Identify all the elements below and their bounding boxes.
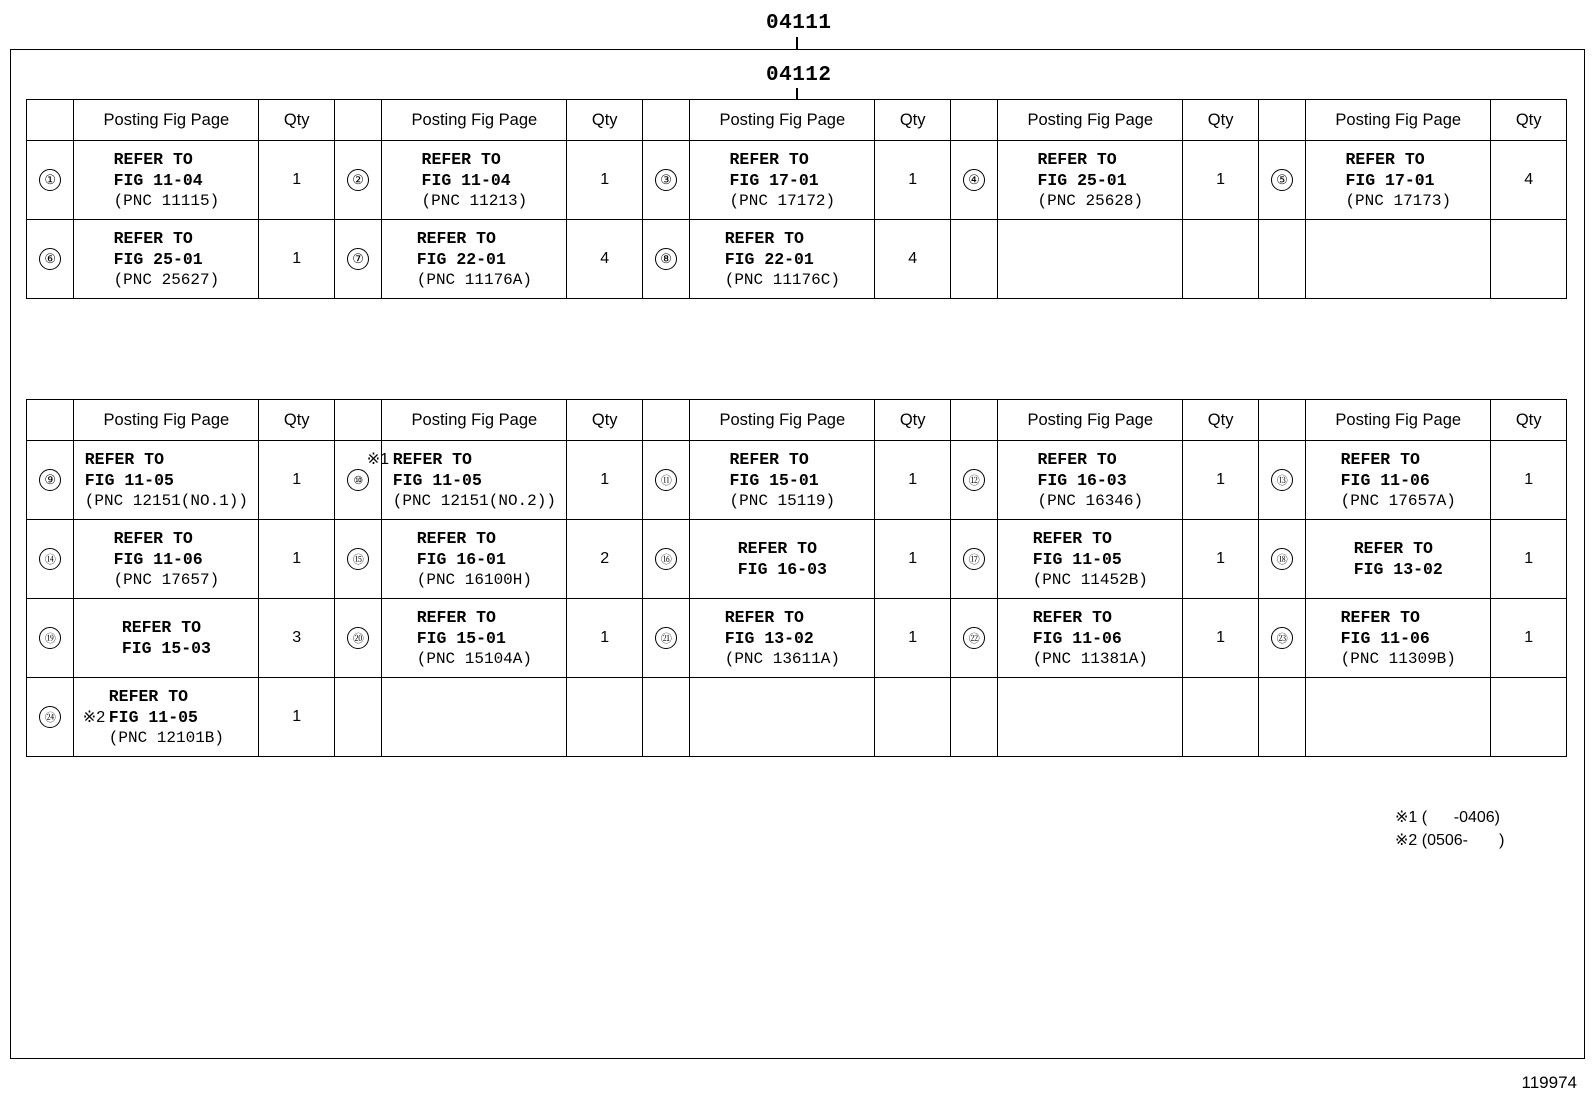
- header-blank: [950, 400, 997, 441]
- ref-number-cell: [642, 678, 689, 757]
- ref-number: ⑧: [655, 248, 677, 270]
- qty-cell: [1183, 678, 1258, 757]
- pnc-number: (PNC 11452B): [1032, 570, 1148, 589]
- fig-reference: [1037, 149, 1143, 212]
- ref-number: ⑥: [39, 248, 61, 270]
- refer-to-text: REFER TO: [729, 449, 809, 469]
- pnc-number: (PNC 15119): [729, 491, 836, 510]
- pnc-number: (PNC 17173): [1345, 191, 1452, 210]
- refer-to-text: REFER TO: [84, 449, 164, 469]
- table-row: [27, 220, 1567, 299]
- refer-to-text: REFER TO: [108, 686, 188, 706]
- fig-reference: [730, 449, 836, 512]
- ref-number: ①: [39, 169, 61, 191]
- ref-number: ⑩: [347, 469, 369, 491]
- pnc-number: (PNC 12151(NO.2)): [392, 491, 556, 510]
- fig-reference: [1033, 528, 1148, 591]
- inner-code-leader: [796, 88, 798, 99]
- refer-to-text: REFER TO: [1032, 607, 1112, 627]
- fig-reference: [730, 149, 836, 212]
- fig-number: FIG 17-01: [1345, 170, 1435, 190]
- top-code: 04111: [766, 12, 832, 35]
- qty-cell: 1: [875, 520, 950, 599]
- ref-number: ㉔: [39, 706, 61, 728]
- fig-number: FIG 11-04: [421, 170, 511, 190]
- table-row: [27, 441, 1567, 520]
- qty-cell: 2: [567, 520, 642, 599]
- fig-number: FIG 11-06: [113, 549, 203, 569]
- pnc-number: (PNC 25627): [113, 270, 220, 289]
- ref-number: ④: [963, 169, 985, 191]
- fig-number: FIG 11-05: [84, 470, 174, 490]
- ref-number: ②: [347, 169, 369, 191]
- posting-fig-cell: [1306, 520, 1491, 599]
- posting-fig-cell: [690, 441, 875, 520]
- header-posting: Posting Fig Page: [1306, 400, 1491, 441]
- fig-reference: [417, 228, 532, 291]
- ref-number: ③: [655, 169, 677, 191]
- fig-number: FIG 25-01: [1037, 170, 1127, 190]
- header-posting: Posting Fig Page: [382, 100, 567, 141]
- qty-cell: [567, 678, 642, 757]
- qty-cell: 1: [259, 220, 334, 299]
- pnc-number: (PNC 16346): [1037, 491, 1144, 510]
- pnc-number: (PNC 11381A): [1032, 649, 1148, 668]
- header-posting: Posting Fig Page: [74, 400, 259, 441]
- fig-number: FIG 11-05: [108, 707, 198, 727]
- refer-to-text: REFER TO: [737, 539, 817, 558]
- header-qty: Qty: [259, 400, 334, 441]
- table-row: [27, 141, 1567, 220]
- qty-cell: 1: [1183, 441, 1258, 520]
- header-posting: Posting Fig Page: [1306, 100, 1491, 141]
- header-qty: Qty: [875, 400, 950, 441]
- refer-to-text: REFER TO: [121, 618, 202, 637]
- fig-number: FIG 15-01: [416, 628, 506, 648]
- fig-number: FIG 25-01: [113, 249, 203, 269]
- ref-number-cell: [27, 441, 74, 520]
- header-qty: Qty: [1491, 400, 1567, 441]
- ref-number-cell: [27, 141, 74, 220]
- fig-number: FIG 13-02: [1353, 560, 1443, 579]
- ref-number-cell: [334, 520, 381, 599]
- pnc-number: (PNC 11176A): [416, 270, 532, 289]
- refer-to-text: REFER TO: [1345, 149, 1425, 169]
- ref-number-cell: [950, 141, 997, 220]
- pnc-number: (PNC 13611A): [724, 649, 840, 668]
- qty-cell: 1: [259, 678, 334, 757]
- ref-number: ⑬: [1271, 469, 1293, 491]
- qty-cell: 1: [567, 441, 642, 520]
- header-blank: [27, 100, 74, 141]
- refer-to-text: REFER TO: [416, 528, 496, 548]
- fig-reference: [417, 528, 532, 591]
- pnc-number: (PNC 17172): [729, 191, 836, 210]
- header-qty: Qty: [567, 400, 642, 441]
- posting-fig-cell: [1306, 678, 1491, 757]
- ref-number: ⑭: [39, 548, 61, 570]
- pnc-number: (PNC 11309B): [1340, 649, 1456, 668]
- qty-cell: 1: [567, 141, 642, 220]
- refer-to-text: REFER TO: [1353, 539, 1433, 558]
- ref-number-cell: [642, 520, 689, 599]
- fig-number: FIG 16-01: [416, 549, 506, 569]
- ref-number-cell: [1258, 220, 1305, 299]
- posting-fig-cell: [74, 220, 259, 299]
- fig-number: FIG 17-01: [729, 170, 819, 190]
- fig-number: FIG 22-01: [416, 249, 506, 269]
- header-blank: [950, 100, 997, 141]
- posting-fig-cell: [1306, 141, 1491, 220]
- qty-cell: 1: [567, 599, 642, 678]
- posting-fig-cell: [998, 678, 1183, 757]
- ref-number-cell: [334, 141, 381, 220]
- ref-number-cell: [950, 678, 997, 757]
- qty-cell: 1: [1491, 520, 1567, 599]
- header-posting: Posting Fig Page: [998, 100, 1183, 141]
- ref-number: ⑦: [347, 248, 369, 270]
- fig-number: FIG 11-06: [1032, 628, 1122, 648]
- ref-number: ㉑: [655, 627, 677, 649]
- fig-reference: [122, 617, 211, 659]
- fig-reference: [82, 686, 224, 749]
- fig-number: FIG 11-05: [1032, 549, 1122, 569]
- header-blank: [1258, 100, 1305, 141]
- fig-reference: [417, 607, 532, 670]
- posting-fig-cell: [690, 599, 875, 678]
- posting-fig-cell: [690, 220, 875, 299]
- ref-number: ⑲: [39, 627, 61, 649]
- posting-fig-cell: [74, 441, 259, 520]
- refer-to-text: REFER TO: [113, 528, 193, 548]
- fig-reference: [1341, 607, 1456, 670]
- qty-cell: 1: [1183, 141, 1258, 220]
- pnc-number: (PNC 11115): [113, 191, 220, 210]
- ref-number: ⑮: [347, 548, 369, 570]
- ref-number-cell: [27, 678, 74, 757]
- ref-number-cell: [950, 520, 997, 599]
- ref-number: ⑳: [347, 627, 369, 649]
- qty-cell: 1: [1183, 520, 1258, 599]
- ref-number: ⑨: [39, 469, 61, 491]
- header-blank: [27, 400, 74, 441]
- qty-cell: [1491, 220, 1567, 299]
- posting-fig-cell: [366, 441, 567, 520]
- refer-to-text: REFER TO: [1037, 149, 1117, 169]
- table-row: [27, 599, 1567, 678]
- refer-to-text: REFER TO: [1032, 528, 1112, 548]
- qty-cell: [1183, 220, 1258, 299]
- pnc-number: (PNC 12151(NO.1)): [84, 491, 248, 510]
- qty-cell: 1: [875, 599, 950, 678]
- footnote-mark: ※1: [366, 450, 390, 468]
- posting-fig-cell: [382, 141, 567, 220]
- fig-reference: [738, 538, 827, 580]
- header-qty: Qty: [1183, 100, 1258, 141]
- footnote-1: ※1 ( -0406): [1395, 809, 1500, 826]
- posting-fig-cell: [690, 141, 875, 220]
- posting-fig-cell: [998, 599, 1183, 678]
- qty-cell: 1: [875, 141, 950, 220]
- posting-fig-cell: [998, 441, 1183, 520]
- qty-cell: 1: [1183, 599, 1258, 678]
- refer-to-text: REFER TO: [1340, 449, 1420, 469]
- posting-fig-cell: [1306, 220, 1491, 299]
- refer-to-text: REFER TO: [113, 149, 193, 169]
- qty-cell: 1: [259, 520, 334, 599]
- posting-fig-cell: [382, 599, 567, 678]
- ref-number-cell: [1258, 520, 1305, 599]
- ref-number: ⑱: [1271, 548, 1293, 570]
- header-blank: [642, 400, 689, 441]
- fig-number: FIG 22-01: [724, 249, 814, 269]
- fig-reference: [114, 149, 220, 212]
- fig-reference: [725, 228, 840, 291]
- posting-fig-cell: [74, 520, 259, 599]
- fig-reference: [422, 149, 528, 212]
- pnc-number: (PNC 11176C): [724, 270, 840, 289]
- ref-number-cell: [642, 141, 689, 220]
- ref-number-cell: [1258, 441, 1305, 520]
- fig-number: FIG 11-06: [1340, 470, 1430, 490]
- table-header-row: [27, 400, 1567, 441]
- refer-to-text: REFER TO: [729, 149, 809, 169]
- refer-to-text: REFER TO: [1037, 449, 1117, 469]
- refer-to-text: REFER TO: [421, 149, 501, 169]
- table-header-row: [27, 100, 1567, 141]
- illustration-number: 119974: [1521, 1073, 1577, 1092]
- header-blank: [334, 400, 381, 441]
- header-qty: Qty: [1183, 400, 1258, 441]
- qty-cell: [875, 678, 950, 757]
- footnote-mark: ※2: [82, 708, 106, 726]
- header-blank: [1258, 400, 1305, 441]
- fig-reference: [725, 607, 840, 670]
- fig-number: FIG 15-03: [121, 639, 211, 658]
- fig-number: FIG 16-03: [1037, 470, 1127, 490]
- posting-fig-cell: [690, 678, 875, 757]
- header-posting: Posting Fig Page: [998, 400, 1183, 441]
- ref-number-cell: [27, 599, 74, 678]
- fig-number: FIG 11-06: [1340, 628, 1430, 648]
- ref-number: ⑪: [655, 469, 677, 491]
- ref-number-cell: [950, 220, 997, 299]
- qty-cell: 1: [259, 141, 334, 220]
- fig-reference: [1037, 449, 1143, 512]
- refer-to-text: REFER TO: [416, 607, 496, 627]
- pnc-number: (PNC 17657): [113, 570, 220, 589]
- ref-number-cell: [27, 520, 74, 599]
- refer-to-text: REFER TO: [724, 607, 804, 627]
- pnc-number: (PNC 25628): [1037, 191, 1144, 210]
- ref-number-cell: [1258, 678, 1305, 757]
- fig-number: FIG 13-02: [724, 628, 814, 648]
- header-posting: Posting Fig Page: [690, 400, 875, 441]
- fig-number: FIG 11-05: [392, 470, 482, 490]
- posting-fig-cell: [74, 599, 259, 678]
- refer-to-text: REFER TO: [1340, 607, 1420, 627]
- ref-number-cell: [950, 441, 997, 520]
- header-posting: Posting Fig Page: [74, 100, 259, 141]
- ref-number-cell: [334, 678, 381, 757]
- ref-number-cell: [1258, 599, 1305, 678]
- ref-number-cell: [334, 599, 381, 678]
- qty-cell: 3: [259, 599, 334, 678]
- qty-cell: 4: [567, 220, 642, 299]
- qty-cell: 1: [1491, 599, 1567, 678]
- qty-cell: 1: [1491, 441, 1567, 520]
- fig-reference: [85, 449, 248, 512]
- footnote-2: ※2 (0506- ): [1395, 832, 1505, 849]
- fig-reference: [114, 528, 220, 591]
- top-code-leader: [796, 37, 798, 49]
- footnotes: [1395, 806, 1504, 852]
- posting-fig-cell: [74, 678, 259, 757]
- fig-reference: [1354, 538, 1443, 580]
- fig-reference: [366, 449, 556, 512]
- qty-cell: 4: [1491, 141, 1567, 220]
- table-row: [27, 520, 1567, 599]
- refer-to-text: REFER TO: [724, 228, 804, 248]
- ref-number-cell: [334, 220, 381, 299]
- table-row: [27, 678, 1567, 757]
- posting-fig-cell: [382, 220, 567, 299]
- ref-number: ⑤: [1271, 169, 1293, 191]
- fig-number: FIG 11-04: [113, 170, 203, 190]
- header-blank: [334, 100, 381, 141]
- header-qty: Qty: [259, 100, 334, 141]
- pnc-number: (PNC 16100H): [416, 570, 532, 589]
- fig-reference: [1033, 607, 1148, 670]
- ref-number-cell: [950, 599, 997, 678]
- ref-number-cell: [27, 220, 74, 299]
- header-blank: [642, 100, 689, 141]
- qty-cell: 4: [875, 220, 950, 299]
- ref-number: ⑫: [963, 469, 985, 491]
- posting-fig-cell: [1306, 441, 1491, 520]
- ref-number: ㉒: [963, 627, 985, 649]
- posting-fig-cell: [74, 141, 259, 220]
- posting-fig-cell: [382, 678, 567, 757]
- refer-to-text: REFER TO: [392, 449, 472, 469]
- header-qty: Qty: [1491, 100, 1567, 141]
- fig-number: FIG 15-01: [729, 470, 819, 490]
- pnc-number: (PNC 17657A): [1340, 491, 1456, 510]
- refer-to-text: REFER TO: [113, 228, 193, 248]
- ref-number-cell: [642, 441, 689, 520]
- qty-cell: 1: [259, 441, 334, 520]
- header-posting: Posting Fig Page: [382, 400, 567, 441]
- posting-fig-cell: [382, 520, 567, 599]
- qty-cell: [1491, 678, 1567, 757]
- pnc-number: (PNC 12101B): [108, 728, 224, 747]
- posting-fig-cell: [998, 220, 1183, 299]
- posting-fig-cell: [998, 141, 1183, 220]
- ref-number: ㉓: [1271, 627, 1293, 649]
- qty-cell: 1: [875, 441, 950, 520]
- fig-number: FIG 16-03: [737, 560, 827, 579]
- header-posting: Posting Fig Page: [690, 100, 875, 141]
- posting-fig-cell: [690, 520, 875, 599]
- posting-fig-cell: [998, 520, 1183, 599]
- header-qty: Qty: [875, 100, 950, 141]
- header-qty: Qty: [567, 100, 642, 141]
- ref-number-cell: [1258, 141, 1305, 220]
- ref-number: ⑰: [963, 548, 985, 570]
- pnc-number: (PNC 15104A): [416, 649, 532, 668]
- fig-reference: [1341, 449, 1456, 512]
- posting-fig-cell: [1306, 599, 1491, 678]
- fig-reference: [1345, 149, 1451, 212]
- ref-number-cell: [642, 220, 689, 299]
- ref-number: ⑯: [655, 548, 677, 570]
- pnc-number: (PNC 11213): [421, 191, 528, 210]
- parts-table-1: [26, 99, 1567, 299]
- fig-reference: [114, 228, 220, 291]
- parts-table-2: [26, 399, 1567, 757]
- refer-to-text: REFER TO: [416, 228, 496, 248]
- ref-number-cell: [642, 599, 689, 678]
- inner-code: 04112: [766, 64, 832, 87]
